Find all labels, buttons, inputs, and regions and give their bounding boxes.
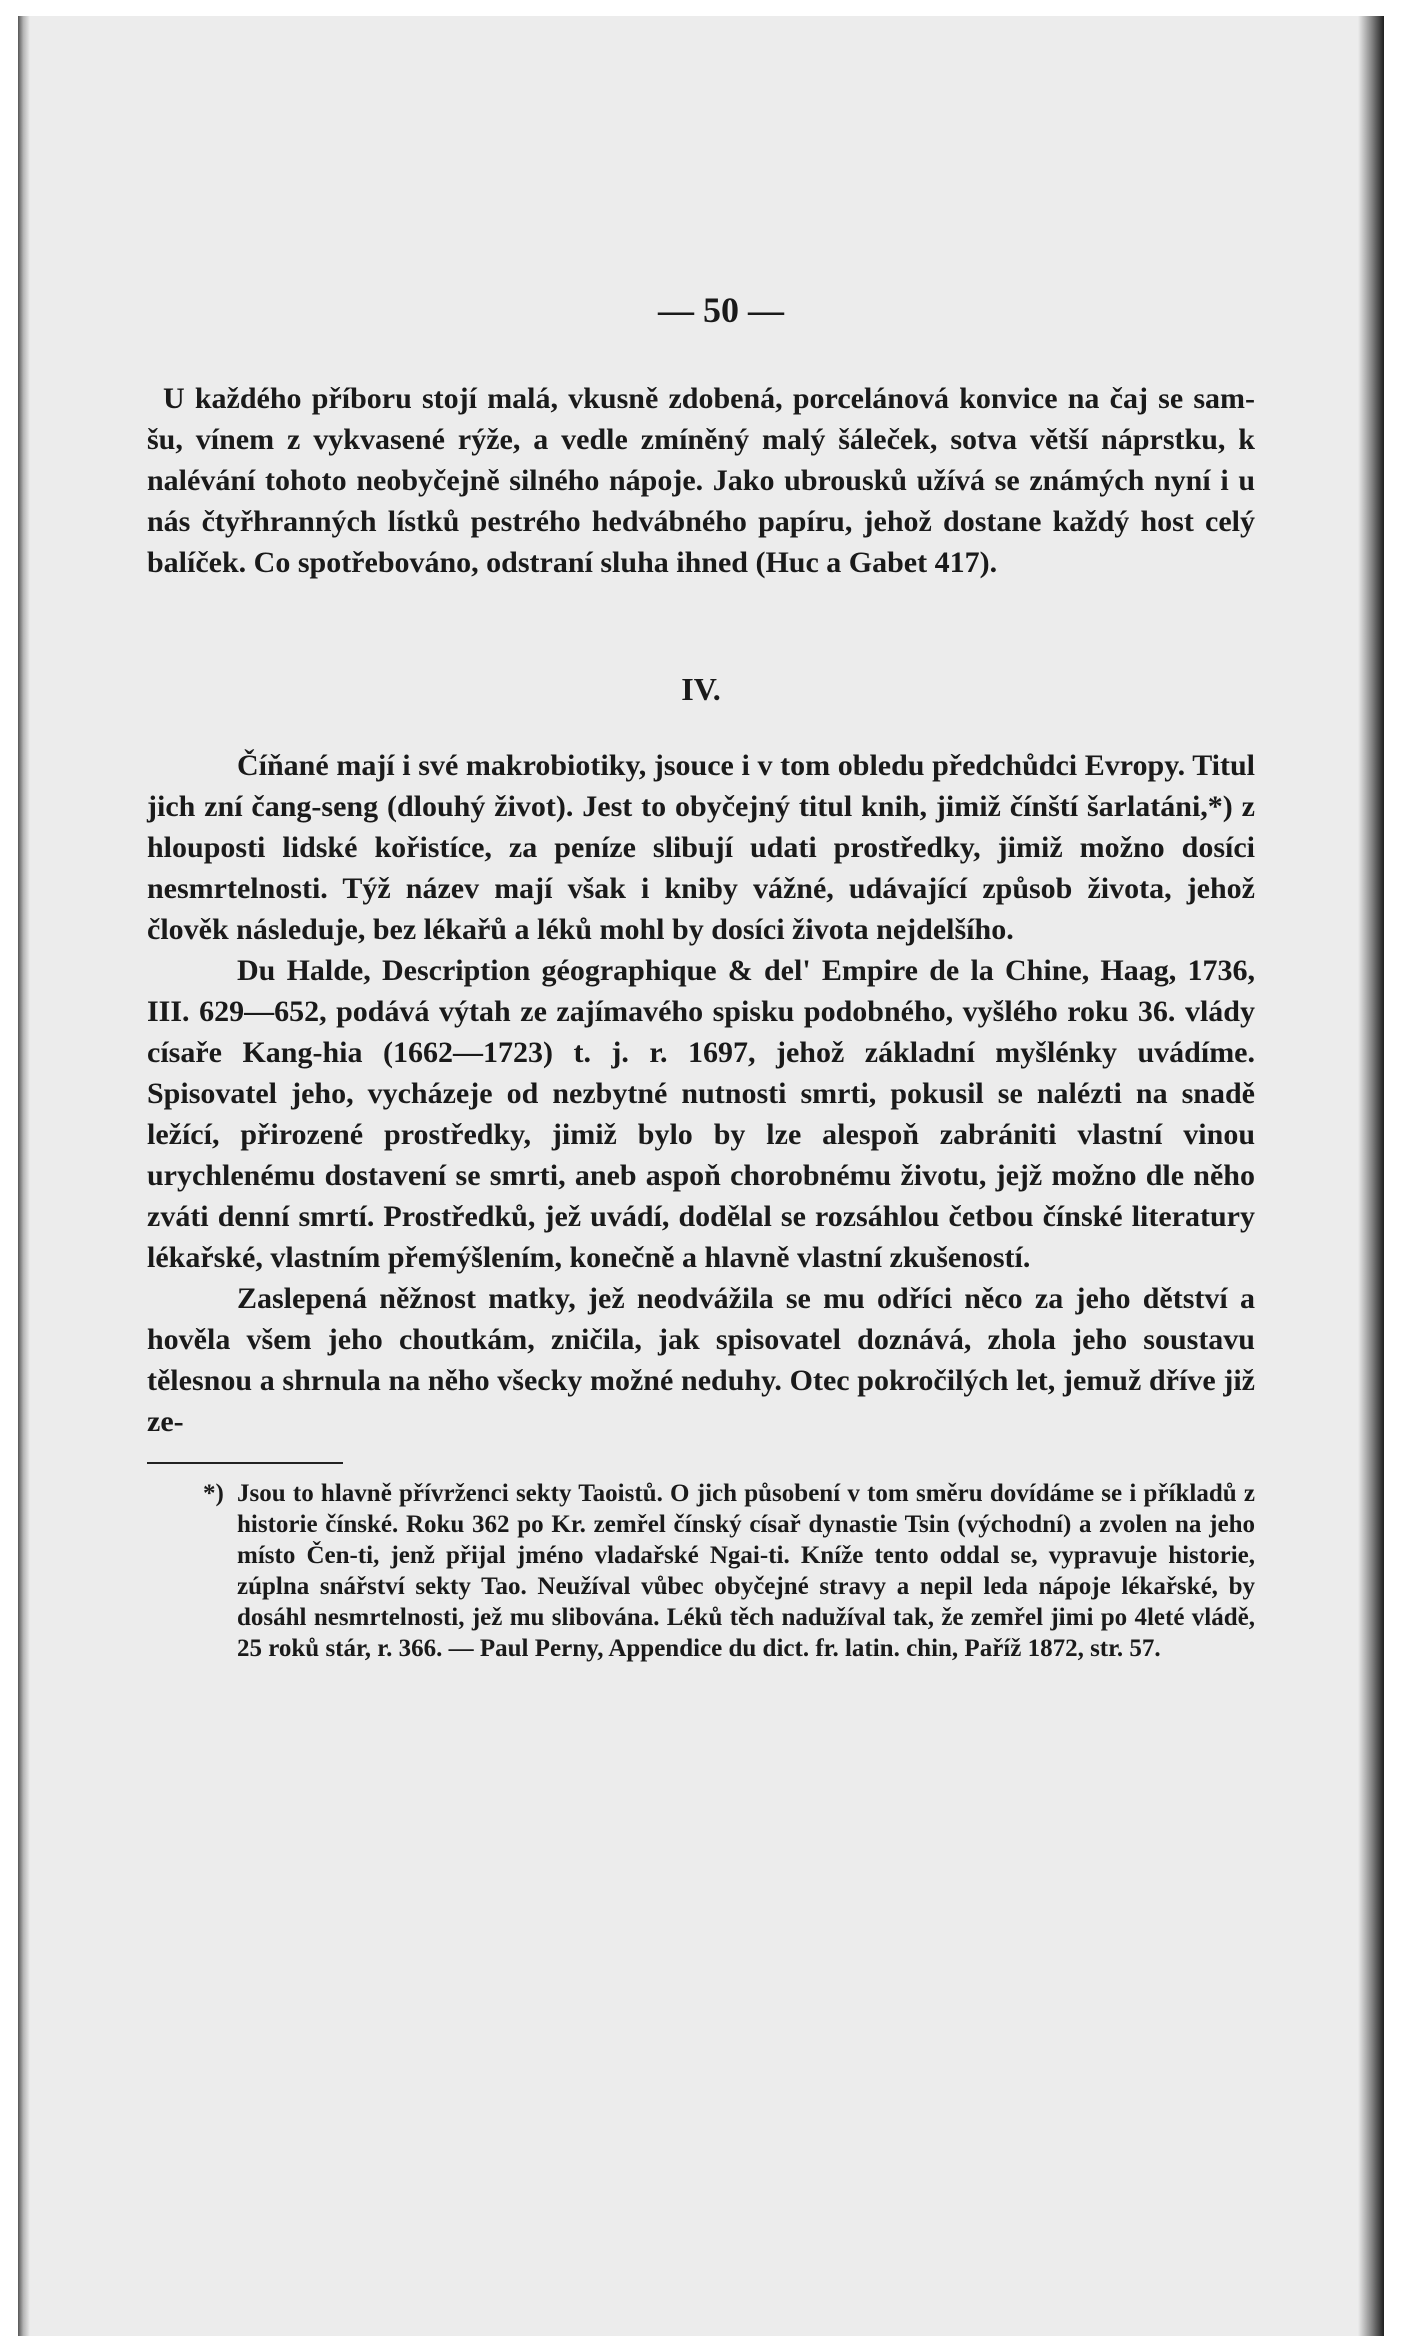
footnote-rule bbox=[147, 1462, 343, 1464]
paragraph-3: Du Halde, Description géographique & del' Empire de la Chine, Haag, 1736, III. 629—652, podává výtah ze zajímavého spisku podobného, vyšlého roku 36. vlády císaře Kang-hia (1662—1723) t. j. r. 1697, jehož základní myšlénky uvádíme. Spisovatel jeho, vycházeje od nezbytné nutnosti smrti, pokusil se nalézti na snadě ležící, přirozené prostředky, jimiž bylo by lze alespoň zabrániti vlastní vinou urychlenému dostavení se smrti, aneb aspoň chorobnému životu, jejž možno dle něho zváti denní smrtí. Prostředků, jež uvádí, dodělal se rozsáhlou četbou čínské literatury lékařské, vlastním přemýšlením, konečně a hlavně vlastní zkušeností. bbox=[147, 954, 1255, 1274]
paragraph-2: Číňané mají i své makrobiotiky, jsouce i v tom obledu předchůdci Evropy. Titul jich zní čang-seng (dlouhý život). Jest to obyčejný titul knih, jimiž čínští šarlatáni,*) z hlouposti lidské kořistíce, za peníze slibují udati prostředky, jimiž možno dosíci nesmrtelnosti. Týž název mají však i kniby vážné, udávající způsob života, jehož člověk následuje, bez lékařů a léků mohl by dosíci života nejdelšího. bbox=[147, 749, 1255, 946]
footnote-marker: *) bbox=[203, 1480, 224, 1507]
footnote bbox=[147, 1478, 1255, 1664]
paragraph-1: U každého příboru stojí malá, vkusně zdobená, porcelánová konvice na čaj se sam-šu, vínem z vykvasené rýže, a vedle zmíněný malý šáleček, sotva větší náprstku, k nalévání tohoto neobyčejně silného nápoje. Jako ubrousků užívá se známých nyní i u nás čtyřhranných lístků pestrého hedvábného papíru, jehož dostane každý host celý balíček. Co spotřebováno, odstraní sluha ihned (Huc a Gabet 417). bbox=[147, 382, 1255, 579]
page-left-shadow bbox=[18, 16, 30, 2336]
section-heading: IV. bbox=[681, 671, 721, 707]
page-number: — 50 — bbox=[658, 290, 784, 330]
page-content bbox=[147, 280, 1255, 1664]
footnote-text: Jsou to hlavně přívrženci sekty Taoistů. O jich působení v tom směru dovídáme se i příkladů z historie čínské. Roku 362 po Kr. zemřel čínský císař dynastie Tsin (východní) a zvolen na jeho místo Čen-ti, jenž přijal jméno vladařské Ngai-ti. Kníže tento oddal se, vypravuje historie, zúplna snářství sekty Tao. Neužíval vůbec obyčejné stravy a nepil leda nápoje lékařské, by dosáhl nesmrtelnosti, jež mu slibována. Léků těch nadužíval tak, že zemřel jimi po 4leté vládě, 25 roků stár, r. 366. — Paul Perny, Appendice du dict. fr. latin. chin, Paříž 1872, str. 57. bbox=[237, 1480, 1255, 1662]
page-right-shadow bbox=[1358, 16, 1384, 2336]
paragraph-4: Zaslepená něžnost matky, jež neodvážila se mu odříci něco za jeho dětství a hověla všem jeho choutkám, zničila, jak spisovatel doznává, zhola jeho soustavu tělesnou a shrnula na něho všecky možné neduhy. Otec pokročilých let, jemuž dříve již ze- bbox=[147, 1282, 1255, 1438]
